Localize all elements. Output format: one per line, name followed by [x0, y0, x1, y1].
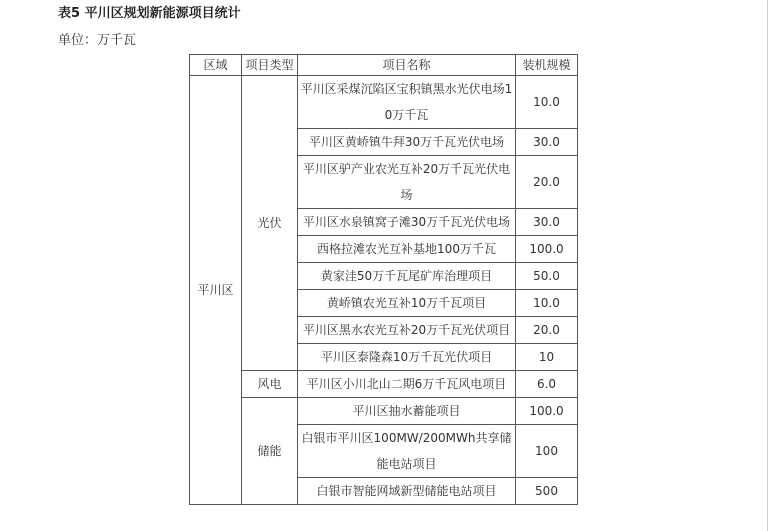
header-capacity: 装机规模: [516, 55, 578, 76]
project-capacity: 20.0: [516, 156, 578, 209]
project-capacity: 100: [516, 425, 578, 478]
project-capacity: 500: [516, 478, 578, 505]
header-region: 区域: [190, 55, 242, 76]
project-name: 平川区驴产业农光互补20万千瓦光伏电场: [298, 156, 516, 209]
project-name: 平川区黄峤镇牛拜30万千瓦光伏电场: [298, 129, 516, 156]
table-row: [190, 76, 578, 129]
type-cell-wind: 风电: [242, 371, 298, 398]
project-name: 西格拉滩农光互补基地100万千瓦: [298, 236, 516, 263]
project-capacity: 100.0: [516, 236, 578, 263]
project-name: 平川区黑水农光互补20万千瓦光伏项目: [298, 317, 516, 344]
project-capacity: 50.0: [516, 263, 578, 290]
project-capacity: 30.0: [516, 209, 578, 236]
project-capacity: 10: [516, 344, 578, 371]
type-cell-pv: 光伏: [242, 76, 298, 371]
project-name: 平川区泰隆森10万千瓦光伏项目: [298, 344, 516, 371]
project-name: 白银市平川区100MW/200MWh共享储能电站项目: [298, 425, 516, 478]
region-cell: 平川区: [190, 76, 242, 505]
table-row: [190, 371, 578, 398]
project-capacity: 6.0: [516, 371, 578, 398]
project-name: 白银市智能网域新型储能电站项目: [298, 478, 516, 505]
project-name: 平川区抽水蓄能项目: [298, 398, 516, 425]
project-name: 平川区小川北山二期6万千瓦风电项目: [298, 371, 516, 398]
project-capacity: 10.0: [516, 76, 578, 129]
table-title: 表5 平川区规划新能源项目统计: [58, 6, 241, 21]
project-capacity: 10.0: [516, 290, 578, 317]
project-capacity: 30.0: [516, 129, 578, 156]
project-name: 黄家洼50万千瓦尾矿库治理项目: [298, 263, 516, 290]
project-name: 平川区水泉镇窝子滩30万千瓦光伏电场: [298, 209, 516, 236]
type-cell-storage: 储能: [242, 398, 298, 505]
header-name: 项目名称: [298, 55, 516, 76]
unit-label: 单位：万千瓦: [58, 33, 137, 48]
project-name: 平川区采煤沉陷区宝积镇黑水光伏电场10万千瓦: [298, 76, 516, 129]
project-capacity: 100.0: [516, 398, 578, 425]
project-name: 黄峤镇农光互补10万千瓦项目: [298, 290, 516, 317]
table-row: [190, 398, 578, 425]
header-type: 项目类型: [242, 55, 298, 76]
projects-table: [189, 54, 578, 505]
project-capacity: 20.0: [516, 317, 578, 344]
page-border: [767, 0, 768, 531]
table-header-row: [190, 55, 578, 76]
